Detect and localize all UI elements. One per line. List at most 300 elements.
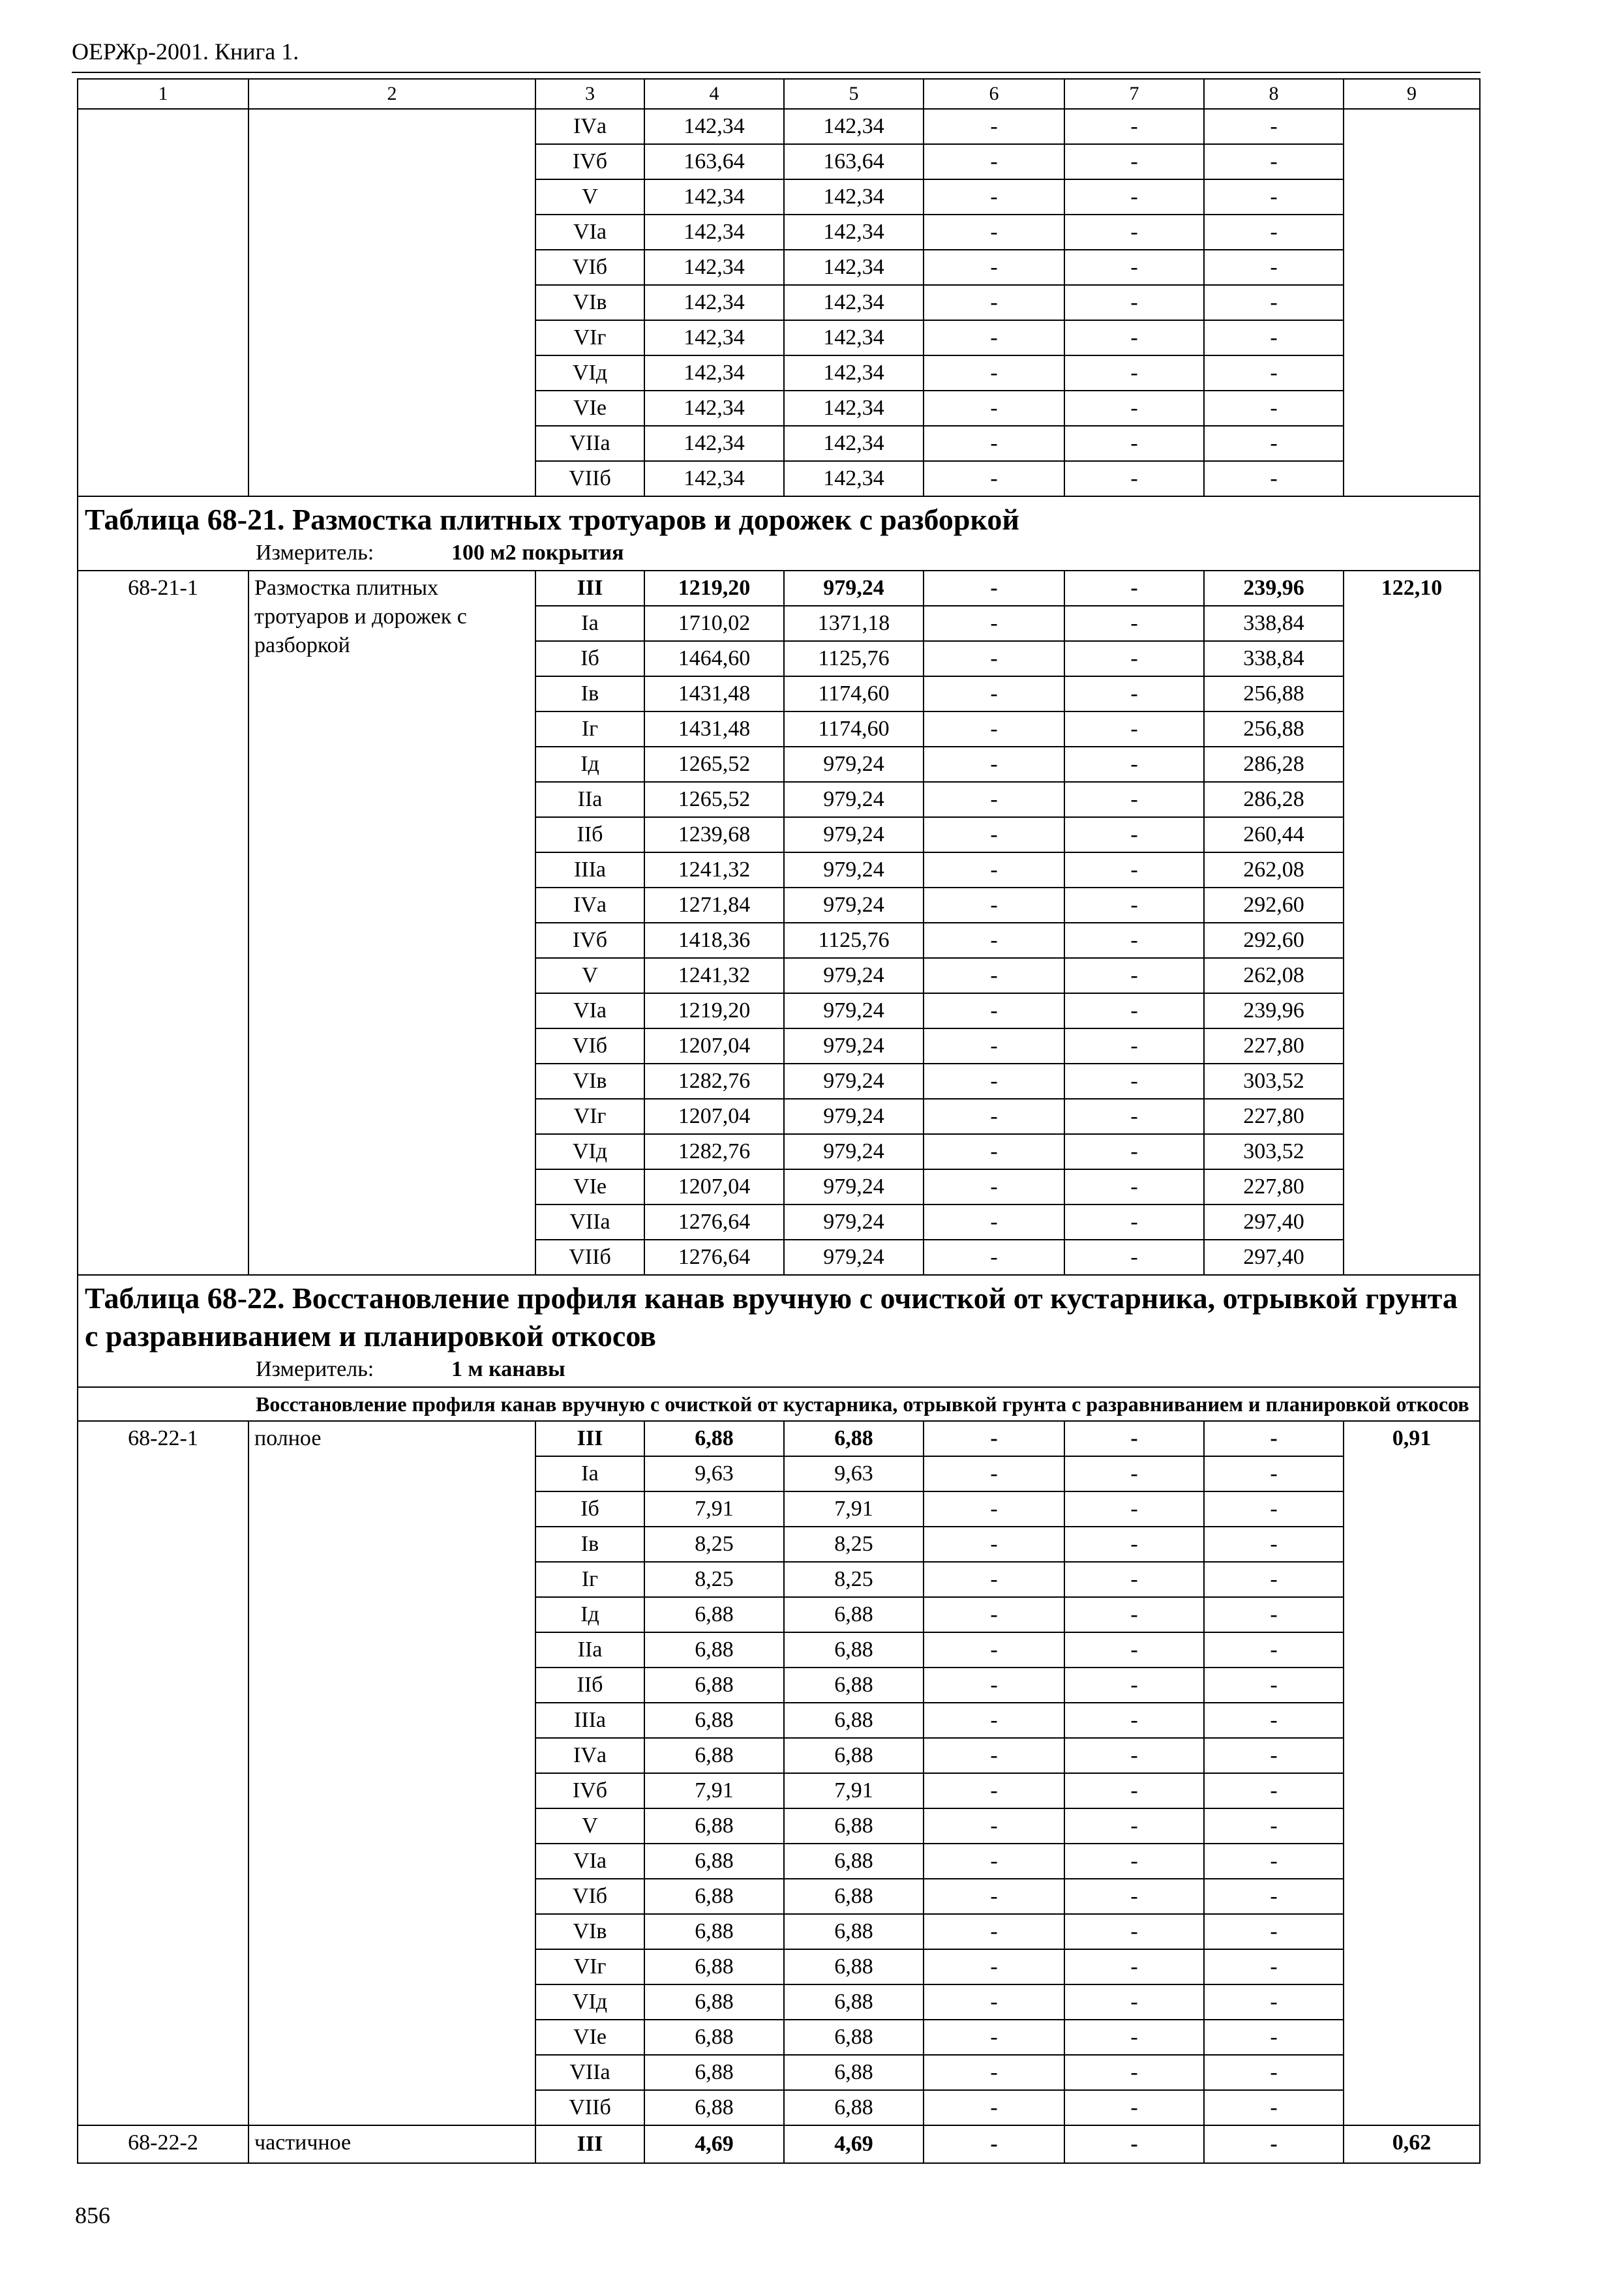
column-number-row (78, 79, 1480, 109)
zone-code: IVб (535, 923, 644, 958)
name-cell (248, 109, 535, 496)
zone-code: VIа (535, 215, 644, 250)
total-cost: 6,88 (644, 1668, 784, 1703)
code-cell (78, 109, 248, 496)
machine-cost: - (924, 2020, 1064, 2055)
labor-cost: 979,24 (784, 1028, 924, 1064)
total-cost: 6,88 (644, 1879, 784, 1914)
total-cost: 163,64 (644, 144, 784, 179)
machine-cost: - (924, 1703, 1064, 1738)
labor-cost: 8,25 (784, 1527, 924, 1562)
labor-cost: 979,24 (784, 1204, 924, 1240)
machine-cost: - (924, 1562, 1064, 1597)
driver-labor-cost: - (1064, 1597, 1204, 1632)
table-title-cell (78, 496, 1480, 571)
page-number: 856 (75, 2202, 110, 2228)
material-cost: - (1204, 1844, 1344, 1879)
driver-labor-cost: - (1064, 1204, 1204, 1240)
labor-cost: 142,34 (784, 320, 924, 355)
machine-cost: - (924, 1169, 1064, 1204)
machine-cost: - (924, 1421, 1064, 1456)
zone-code: VIа (535, 993, 644, 1028)
total-cost: 6,88 (644, 1632, 784, 1668)
total-cost: 6,88 (644, 2055, 784, 2090)
driver-labor-cost: - (1064, 426, 1204, 461)
material-cost: - (1204, 1527, 1344, 1562)
machine-cost: - (924, 426, 1064, 461)
zone-code: VIг (535, 1949, 644, 1984)
total-cost: 6,88 (644, 1738, 784, 1773)
total-cost: 1207,04 (644, 1169, 784, 1204)
zone-code: IIа (535, 782, 644, 817)
material-cost: - (1204, 1984, 1344, 2020)
driver-labor-cost: - (1064, 641, 1204, 676)
labor-cost: 6,88 (784, 1703, 924, 1738)
driver-labor-cost: - (1064, 1949, 1204, 1984)
total-cost: 1241,32 (644, 852, 784, 888)
section-description: Восстановление профиля канав вручную с очисткой от кустарника, отрывкой грунта с разравниванием и планировкой откосов (78, 1387, 1480, 1421)
total-cost: 7,91 (644, 1491, 784, 1527)
machine-cost: - (924, 888, 1064, 923)
machine-cost: - (924, 1597, 1064, 1632)
material-cost: 286,28 (1204, 747, 1344, 782)
total-cost: 1239,68 (644, 817, 784, 852)
material-cost: 262,08 (1204, 852, 1344, 888)
zone-code: V (535, 958, 644, 993)
table-row (78, 109, 1480, 144)
zone-code: VIв (535, 285, 644, 320)
column-number: 1 (78, 79, 248, 109)
total-cost: 7,91 (644, 1773, 784, 1808)
driver-labor-cost: - (1064, 1028, 1204, 1064)
driver-labor-cost: - (1064, 1738, 1204, 1773)
total-cost: 1207,04 (644, 1028, 784, 1064)
code-cell: 68-21-1 (78, 571, 248, 1275)
total-cost: 1276,64 (644, 1240, 784, 1275)
labor-cost: 979,24 (784, 1240, 924, 1275)
total-cost: 1271,84 (644, 888, 784, 923)
total-cost: 142,34 (644, 461, 784, 496)
material-cost: - (1204, 1562, 1344, 1597)
zone-code: VIIб (535, 461, 644, 496)
zone-code: IIб (535, 1668, 644, 1703)
zone-code: V (535, 179, 644, 215)
total-cost: 1282,76 (644, 1064, 784, 1099)
material-cost: - (1204, 109, 1344, 144)
machine-cost: - (924, 676, 1064, 711)
document-header: ОЕРЖр-2001. Книга 1. (72, 38, 299, 65)
driver-labor-cost: - (1064, 1169, 1204, 1204)
labor-cost: 1174,60 (784, 676, 924, 711)
machine-cost: - (924, 144, 1064, 179)
total-cost: 6,88 (644, 1844, 784, 1879)
total-cost: 142,34 (644, 285, 784, 320)
driver-labor-cost: - (1064, 958, 1204, 993)
zone-code: IVа (535, 109, 644, 144)
zone-code: VIд (535, 1984, 644, 2020)
labor-cost: 9,63 (784, 1456, 924, 1491)
total-cost: 6,88 (644, 1421, 784, 1456)
total-cost: 6,88 (644, 1703, 784, 1738)
machine-cost: - (924, 1914, 1064, 1949)
material-cost: 297,40 (1204, 1204, 1344, 1240)
driver-labor-cost: - (1064, 711, 1204, 747)
material-cost: - (1204, 2090, 1344, 2125)
total-cost: 6,88 (644, 1984, 784, 2020)
zone-code: VIа (535, 1844, 644, 1879)
driver-labor-cost: - (1064, 1134, 1204, 1169)
total-cost: 8,25 (644, 1527, 784, 1562)
zone-code: VIв (535, 1064, 644, 1099)
driver-labor-cost: - (1064, 1773, 1204, 1808)
labor-cost: 1371,18 (784, 606, 924, 641)
total-cost: 1431,48 (644, 711, 784, 747)
labor-cost: 7,91 (784, 1491, 924, 1527)
driver-labor-cost: - (1064, 2125, 1204, 2163)
machine-cost: - (924, 1879, 1064, 1914)
name-cell: частичное (248, 2125, 535, 2163)
zone-code: III (535, 571, 644, 606)
material-cost: 260,44 (1204, 817, 1344, 852)
material-cost: 292,60 (1204, 888, 1344, 923)
driver-labor-cost: - (1064, 1879, 1204, 1914)
labor-cost: 6,88 (784, 1738, 924, 1773)
zone-code: IVб (535, 144, 644, 179)
material-cost: - (1204, 2055, 1344, 2090)
zone-code: VIб (535, 1879, 644, 1914)
table-row (78, 2125, 1480, 2163)
total-cost: 1219,20 (644, 993, 784, 1028)
driver-labor-cost: - (1064, 355, 1204, 391)
measure-value: 1 м канавы (451, 1357, 565, 1381)
zone-code: VIд (535, 355, 644, 391)
material-cost: - (1204, 391, 1344, 426)
driver-labor-cost: - (1064, 888, 1204, 923)
zone-code: IIIа (535, 852, 644, 888)
labor-cost: 1125,76 (784, 923, 924, 958)
labor-cost: 1125,76 (784, 641, 924, 676)
description-row (78, 1387, 1480, 1421)
driver-labor-cost: - (1064, 782, 1204, 817)
column-number: 9 (1344, 79, 1480, 109)
machine-cost: - (924, 1527, 1064, 1562)
zone-code: IIб (535, 817, 644, 852)
zone-code: VIв (535, 1914, 644, 1949)
labor-cost: 4,69 (784, 2125, 924, 2163)
zone-code: Iг (535, 711, 644, 747)
machine-cost: - (924, 923, 1064, 958)
zone-code: VIд (535, 1134, 644, 1169)
material-cost: 227,80 (1204, 1099, 1344, 1134)
driver-labor-cost: - (1064, 1632, 1204, 1668)
zone-code: VIIа (535, 2055, 644, 2090)
driver-labor-cost: - (1064, 1562, 1204, 1597)
total-cost: 142,34 (644, 250, 784, 285)
driver-labor-cost: - (1064, 2055, 1204, 2090)
table-row (78, 1421, 1480, 1456)
labor-cost: 7,91 (784, 1773, 924, 1808)
labor-cost: 6,88 (784, 1597, 924, 1632)
labor-cost: 979,24 (784, 852, 924, 888)
material-cost: - (1204, 2125, 1344, 2163)
machine-cost: - (924, 109, 1064, 144)
labor-cost: 142,34 (784, 461, 924, 496)
driver-labor-cost: - (1064, 285, 1204, 320)
machine-cost: - (924, 852, 1064, 888)
machine-cost: - (924, 782, 1064, 817)
zone-code: Iв (535, 1527, 644, 1562)
header-rule (72, 72, 1481, 73)
material-cost: - (1204, 461, 1344, 496)
zone-code: VIIа (535, 1204, 644, 1240)
material-cost: 227,80 (1204, 1028, 1344, 1064)
total-cost: 1265,52 (644, 747, 784, 782)
material-cost: - (1204, 144, 1344, 179)
material-cost: 292,60 (1204, 923, 1344, 958)
column-number: 7 (1064, 79, 1204, 109)
machine-cost: - (924, 1099, 1064, 1134)
total-cost: 1265,52 (644, 782, 784, 817)
labor-cost: 979,24 (784, 1099, 924, 1134)
total-cost: 1207,04 (644, 1099, 784, 1134)
driver-labor-cost: - (1064, 391, 1204, 426)
machine-cost: - (924, 711, 1064, 747)
machine-cost: - (924, 641, 1064, 676)
machine-cost: - (924, 1456, 1064, 1491)
labor-hours-cell: 122,10 (1344, 571, 1480, 1275)
zone-code: Iд (535, 747, 644, 782)
zone-code: VIIб (535, 1240, 644, 1275)
driver-labor-cost: - (1064, 1808, 1204, 1844)
machine-cost: - (924, 1028, 1064, 1064)
material-cost: 256,88 (1204, 676, 1344, 711)
total-cost: 1464,60 (644, 641, 784, 676)
total-cost: 6,88 (644, 2020, 784, 2055)
table-title-cell (78, 1275, 1480, 1387)
zone-code: VIIа (535, 426, 644, 461)
total-cost: 6,88 (644, 1914, 784, 1949)
material-cost: - (1204, 1597, 1344, 1632)
machine-cost: - (924, 571, 1064, 606)
driver-labor-cost: - (1064, 1844, 1204, 1879)
material-cost: - (1204, 1773, 1344, 1808)
table-row (78, 571, 1480, 606)
labor-cost: 163,64 (784, 144, 924, 179)
column-number: 8 (1204, 79, 1344, 109)
machine-cost: - (924, 461, 1064, 496)
material-cost: - (1204, 250, 1344, 285)
machine-cost: - (924, 817, 1064, 852)
driver-labor-cost: - (1064, 676, 1204, 711)
zone-code: VIе (535, 2020, 644, 2055)
labor-cost: 6,88 (784, 1808, 924, 1844)
driver-labor-cost: - (1064, 923, 1204, 958)
material-cost: - (1204, 355, 1344, 391)
machine-cost: - (924, 1064, 1064, 1099)
labor-cost: 979,24 (784, 888, 924, 923)
labor-cost: 142,34 (784, 391, 924, 426)
machine-cost: - (924, 1738, 1064, 1773)
table-title-row (78, 1275, 1480, 1387)
labor-cost: 6,88 (784, 1984, 924, 2020)
name-cell: Размостка плитных тротуаров и дорожек с разборкой (248, 571, 535, 1275)
total-cost: 6,88 (644, 2090, 784, 2125)
material-cost: - (1204, 215, 1344, 250)
machine-cost: - (924, 355, 1064, 391)
labor-cost: 979,24 (784, 747, 924, 782)
driver-labor-cost: - (1064, 320, 1204, 355)
zone-code: IVа (535, 1738, 644, 1773)
labor-cost: 142,34 (784, 285, 924, 320)
total-cost: 6,88 (644, 1808, 784, 1844)
material-cost: - (1204, 1949, 1344, 1984)
driver-labor-cost: - (1064, 1984, 1204, 2020)
column-number: 6 (924, 79, 1064, 109)
total-cost: 1276,64 (644, 1204, 784, 1240)
column-number: 4 (644, 79, 784, 109)
driver-labor-cost: - (1064, 852, 1204, 888)
labor-cost: 6,88 (784, 1632, 924, 1668)
labor-cost: 6,88 (784, 1421, 924, 1456)
driver-labor-cost: - (1064, 1064, 1204, 1099)
labor-cost: 142,34 (784, 179, 924, 215)
machine-cost: - (924, 1668, 1064, 1703)
machine-cost: - (924, 1984, 1064, 2020)
machine-cost: - (924, 2090, 1064, 2125)
zone-code: IVа (535, 888, 644, 923)
machine-cost: - (924, 320, 1064, 355)
labor-cost: 979,24 (784, 993, 924, 1028)
measure-value: 100 м2 покрытия (451, 541, 624, 565)
driver-labor-cost: - (1064, 250, 1204, 285)
zone-code: III (535, 2125, 644, 2163)
labor-cost: 979,24 (784, 782, 924, 817)
driver-labor-cost: - (1064, 993, 1204, 1028)
machine-cost: - (924, 747, 1064, 782)
price-table (77, 78, 1481, 2164)
labor-cost: 142,34 (784, 426, 924, 461)
column-number: 2 (248, 79, 535, 109)
driver-labor-cost: - (1064, 1527, 1204, 1562)
column-number: 5 (784, 79, 924, 109)
total-cost: 6,88 (644, 1597, 784, 1632)
material-cost: - (1204, 1914, 1344, 1949)
labor-cost: 979,24 (784, 1064, 924, 1099)
zone-code: VIг (535, 1099, 644, 1134)
machine-cost: - (924, 391, 1064, 426)
labor-hours-cell: 0,91 (1344, 1421, 1480, 2125)
labor-cost: 6,88 (784, 1668, 924, 1703)
total-cost: 142,34 (644, 179, 784, 215)
total-cost: 142,34 (644, 426, 784, 461)
material-cost: - (1204, 1668, 1344, 1703)
labor-cost: 6,88 (784, 1879, 924, 1914)
name-cell: полное (248, 1421, 535, 2125)
material-cost: - (1204, 1421, 1344, 1456)
zone-code: VIб (535, 1028, 644, 1064)
total-cost: 8,25 (644, 1562, 784, 1597)
driver-labor-cost: - (1064, 2020, 1204, 2055)
material-cost: - (1204, 2020, 1344, 2055)
labor-cost: 142,34 (784, 355, 924, 391)
driver-labor-cost: - (1064, 179, 1204, 215)
table-title: Таблица 68-21. Размостка плитных тротуаров и дорожек с разборкой (85, 503, 1019, 536)
labor-hours-cell (1344, 109, 1480, 496)
material-cost: 256,88 (1204, 711, 1344, 747)
total-cost: 1431,48 (644, 676, 784, 711)
driver-labor-cost: - (1064, 606, 1204, 641)
labor-cost: 142,34 (784, 109, 924, 144)
zone-code: VIг (535, 320, 644, 355)
machine-cost: - (924, 250, 1064, 285)
driver-labor-cost: - (1064, 1421, 1204, 1456)
machine-cost: - (924, 1134, 1064, 1169)
machine-cost: - (924, 1949, 1064, 1984)
driver-labor-cost: - (1064, 144, 1204, 179)
zone-code: Iа (535, 1456, 644, 1491)
machine-cost: - (924, 1808, 1064, 1844)
machine-cost: - (924, 2055, 1064, 2090)
labor-cost: 142,34 (784, 215, 924, 250)
material-cost: - (1204, 320, 1344, 355)
machine-cost: - (924, 1632, 1064, 1668)
material-cost: - (1204, 1808, 1344, 1844)
measure-line (85, 1355, 1473, 1384)
labor-cost: 1174,60 (784, 711, 924, 747)
labor-cost: 6,88 (784, 1949, 924, 1984)
material-cost: - (1204, 179, 1344, 215)
material-cost: - (1204, 1879, 1344, 1914)
machine-cost: - (924, 1844, 1064, 1879)
driver-labor-cost: - (1064, 1668, 1204, 1703)
material-cost: 303,52 (1204, 1064, 1344, 1099)
driver-labor-cost: - (1064, 2090, 1204, 2125)
total-cost: 142,34 (644, 320, 784, 355)
material-cost: 303,52 (1204, 1134, 1344, 1169)
total-cost: 9,63 (644, 1456, 784, 1491)
driver-labor-cost: - (1064, 1703, 1204, 1738)
material-cost: - (1204, 1703, 1344, 1738)
labor-cost: 979,24 (784, 1134, 924, 1169)
labor-cost: 6,88 (784, 2090, 924, 2125)
column-number: 3 (535, 79, 644, 109)
total-cost: 1219,20 (644, 571, 784, 606)
machine-cost: - (924, 215, 1064, 250)
machine-cost: - (924, 958, 1064, 993)
zone-code: Iа (535, 606, 644, 641)
zone-code: IIа (535, 1632, 644, 1668)
zone-code: IIIа (535, 1703, 644, 1738)
total-cost: 142,34 (644, 391, 784, 426)
material-cost: - (1204, 1632, 1344, 1668)
labor-cost: 6,88 (784, 2020, 924, 2055)
driver-labor-cost: - (1064, 109, 1204, 144)
zone-code: V (535, 1808, 644, 1844)
total-cost: 142,34 (644, 109, 784, 144)
material-cost: 338,84 (1204, 641, 1344, 676)
table-title-row (78, 496, 1480, 571)
zone-code: Iб (535, 1491, 644, 1527)
measure-label: Измеритель: (256, 1357, 374, 1381)
labor-cost: 6,88 (784, 1914, 924, 1949)
total-cost: 1241,32 (644, 958, 784, 993)
material-cost: - (1204, 1491, 1344, 1527)
material-cost: 338,84 (1204, 606, 1344, 641)
zone-code: VIе (535, 1169, 644, 1204)
machine-cost: - (924, 1240, 1064, 1275)
total-cost: 6,88 (644, 1949, 784, 1984)
zone-code: Iв (535, 676, 644, 711)
